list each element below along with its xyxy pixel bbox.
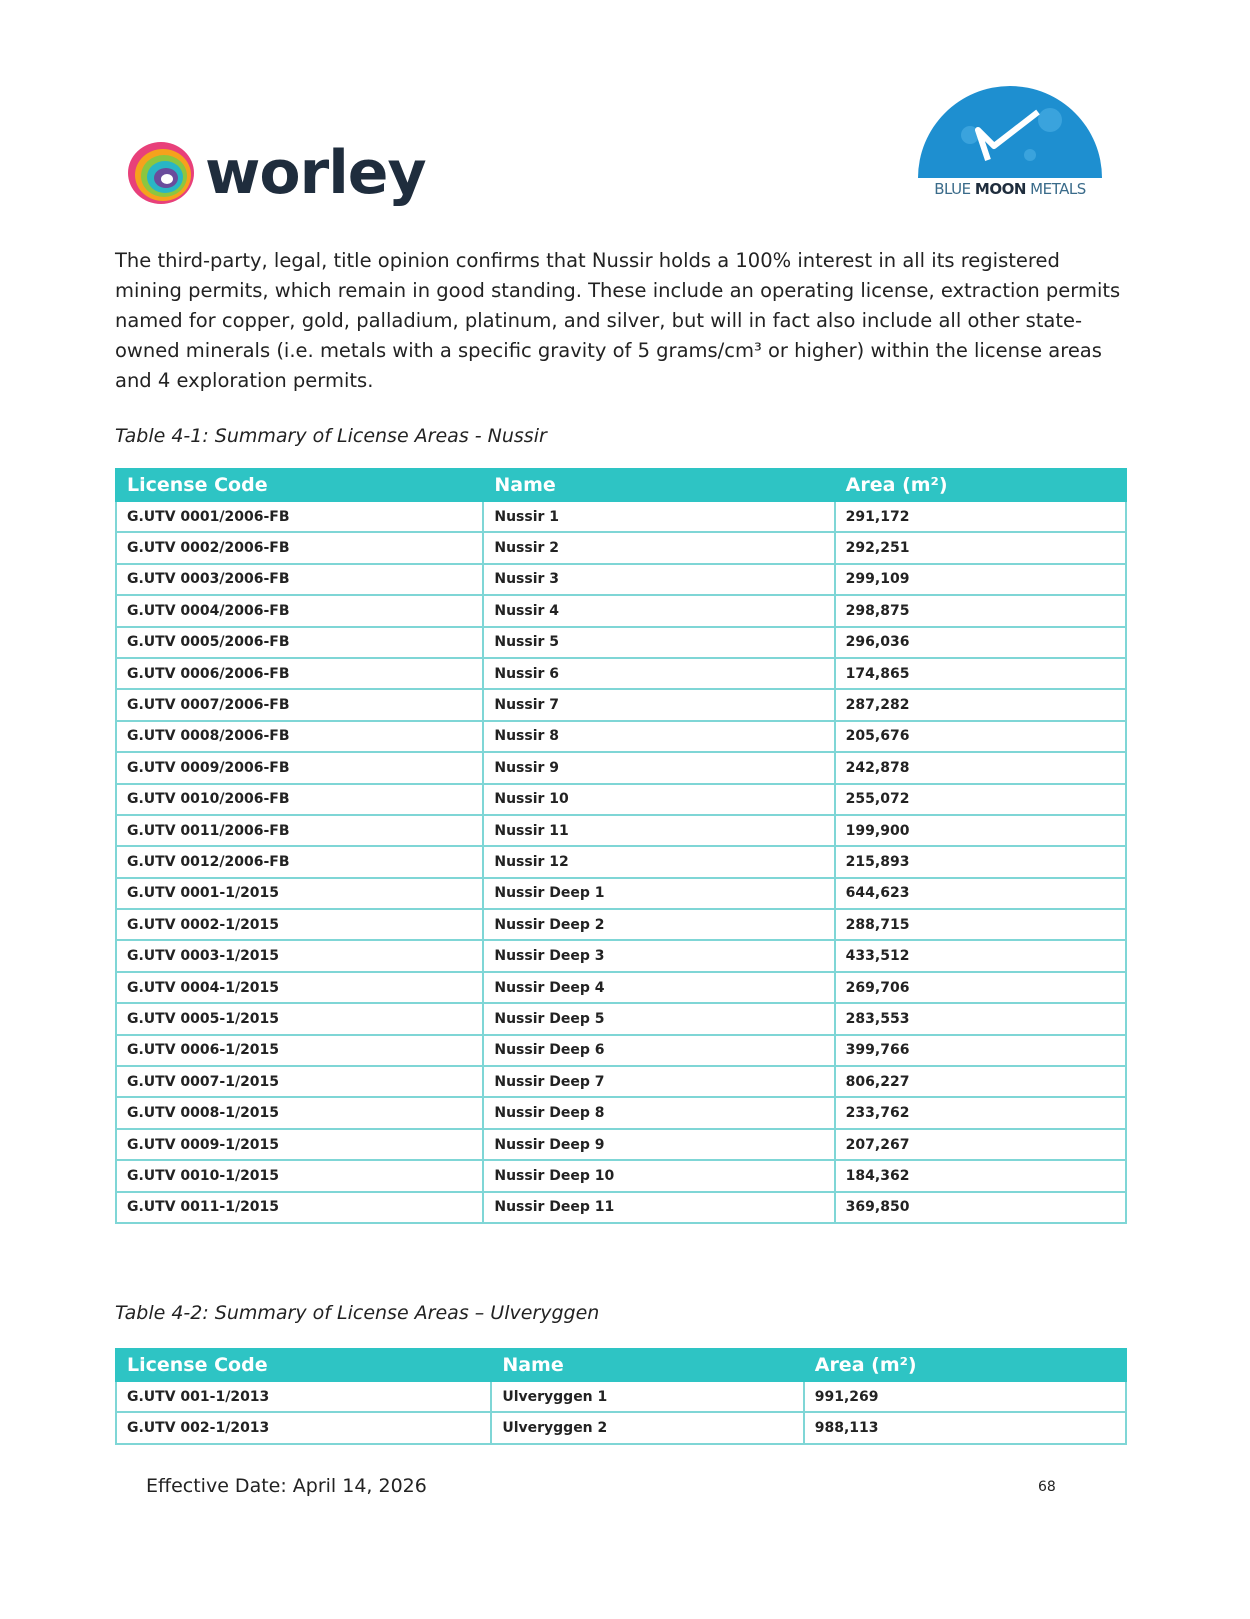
table-row	[116, 752, 1126, 783]
table-row	[116, 878, 1126, 909]
table-row	[116, 658, 1126, 689]
table-row	[116, 972, 1126, 1003]
name-cell: Ulveryggen 1	[491, 1381, 803, 1412]
area-cell: 296,036	[835, 627, 1126, 658]
area-cell: 255,072	[835, 784, 1126, 815]
column-header-area: Area (m²)	[804, 1349, 1126, 1381]
license-code-cell: G.UTV 001-1/2013	[116, 1381, 491, 1412]
name-cell: Nussir Deep 10	[483, 1160, 834, 1191]
name-cell: Nussir 3	[483, 564, 834, 595]
license-code-cell: G.UTV 0009-1/2015	[116, 1129, 483, 1160]
license-code-cell: G.UTV 0002-1/2015	[116, 909, 483, 940]
license-code-cell: G.UTV 0001-1/2015	[116, 878, 483, 909]
license-code-cell: G.UTV 0008-1/2015	[116, 1097, 483, 1128]
table-row	[116, 721, 1126, 752]
table-row	[116, 1192, 1126, 1223]
name-cell: Nussir 11	[483, 815, 834, 846]
area-cell: 644,623	[835, 878, 1126, 909]
area-cell: 287,282	[835, 689, 1126, 720]
table-2-caption: Table 4-2: Summary of License Areas – Ulveryggen	[115, 1302, 600, 1324]
area-cell: 288,715	[835, 909, 1126, 940]
name-cell: Ulveryggen 2	[491, 1412, 803, 1443]
table-row	[116, 1381, 1126, 1412]
name-cell: Nussir Deep 6	[483, 1035, 834, 1066]
license-code-cell: G.UTV 0010/2006-FB	[116, 784, 483, 815]
license-code-cell: G.UTV 0004/2006-FB	[116, 595, 483, 626]
page-number: 68	[1038, 1479, 1056, 1495]
license-code-cell: G.UTV 0006/2006-FB	[116, 658, 483, 689]
area-cell: 207,267	[835, 1129, 1126, 1160]
name-cell: Nussir Deep 7	[483, 1066, 834, 1097]
moon-icon	[910, 80, 1110, 180]
table-row	[116, 501, 1126, 532]
column-header-name: Name	[491, 1349, 803, 1381]
effective-date: Effective Date: April 14, 2026	[146, 1475, 427, 1497]
ulveryggen-license-table	[115, 1348, 1127, 1445]
area-cell: 369,850	[835, 1192, 1126, 1223]
area-cell: 205,676	[835, 721, 1126, 752]
table-row	[116, 784, 1126, 815]
name-cell: Nussir 2	[483, 532, 834, 563]
area-cell: 292,251	[835, 532, 1126, 563]
table-row	[116, 1412, 1126, 1443]
license-code-cell: G.UTV 0004-1/2015	[116, 972, 483, 1003]
table-row	[116, 689, 1126, 720]
license-code-cell: G.UTV 0007/2006-FB	[116, 689, 483, 720]
license-code-cell: G.UTV 0002/2006-FB	[116, 532, 483, 563]
name-cell: Nussir 5	[483, 627, 834, 658]
table-row	[116, 815, 1126, 846]
column-header-license-code: License Code	[116, 469, 483, 501]
table-row	[116, 846, 1126, 877]
license-code-cell: G.UTV 0007-1/2015	[116, 1066, 483, 1097]
table-row	[116, 909, 1126, 940]
license-code-cell: G.UTV 0008/2006-FB	[116, 721, 483, 752]
name-cell: Nussir 9	[483, 752, 834, 783]
area-cell: 184,362	[835, 1160, 1126, 1191]
name-cell: Nussir Deep 2	[483, 909, 834, 940]
license-code-cell: G.UTV 002-1/2013	[116, 1412, 491, 1443]
column-header-area: Area (m²)	[835, 469, 1126, 501]
worley-wordmark: worley	[205, 138, 426, 208]
area-cell: 399,766	[835, 1035, 1126, 1066]
table-header-row	[116, 469, 1126, 501]
area-cell: 233,762	[835, 1097, 1126, 1128]
table-row	[116, 627, 1126, 658]
license-code-cell: G.UTV 0010-1/2015	[116, 1160, 483, 1191]
license-code-cell: G.UTV 0011-1/2015	[116, 1192, 483, 1223]
table-row	[116, 595, 1126, 626]
area-cell: 283,553	[835, 1003, 1126, 1034]
name-cell: Nussir Deep 9	[483, 1129, 834, 1160]
area-cell: 991,269	[804, 1381, 1126, 1412]
column-header-name: Name	[483, 469, 834, 501]
name-cell: Nussir Deep 4	[483, 972, 834, 1003]
table-row	[116, 940, 1126, 971]
name-cell: Nussir 6	[483, 658, 834, 689]
area-cell: 242,878	[835, 752, 1126, 783]
name-cell: Nussir 12	[483, 846, 834, 877]
area-cell: 269,706	[835, 972, 1126, 1003]
license-code-cell: G.UTV 0005/2006-FB	[116, 627, 483, 658]
name-cell: Nussir 4	[483, 595, 834, 626]
worley-swirl-icon	[125, 137, 197, 209]
body-paragraph: The third-party, legal, title opinion confirms that Nussir holds a 100% interest in all its registered mining permits, which remain in good standing. These include an operating license, extraction permits named for copper, gold, palladium, platinum, and silver, but will in fact also include all other state-owned minerals (i.e. metals with a specific gravity of 5 grams/cm³ or higher) within the license areas and 4 exploration permits.	[115, 249, 1121, 392]
license-code-cell: G.UTV 0006-1/2015	[116, 1035, 483, 1066]
area-cell: 199,900	[835, 815, 1126, 846]
license-code-cell: G.UTV 0003/2006-FB	[116, 564, 483, 595]
name-cell: Nussir Deep 3	[483, 940, 834, 971]
area-cell: 291,172	[835, 501, 1126, 532]
license-code-cell: G.UTV 0012/2006-FB	[116, 846, 483, 877]
table-1-caption: Table 4-1: Summary of License Areas - Nussir	[115, 425, 547, 447]
blue-moon-metals-logo	[910, 80, 1110, 205]
name-cell: Nussir Deep 1	[483, 878, 834, 909]
area-cell: 299,109	[835, 564, 1126, 595]
blue-moon-metals-wordmark: BLUE MOON METALS	[934, 180, 1086, 198]
license-code-cell: G.UTV 0001/2006-FB	[116, 501, 483, 532]
license-code-cell: G.UTV 0005-1/2015	[116, 1003, 483, 1034]
area-cell: 215,893	[835, 846, 1126, 877]
license-code-cell: G.UTV 0003-1/2015	[116, 940, 483, 971]
area-cell: 806,227	[835, 1066, 1126, 1097]
name-cell: Nussir 7	[483, 689, 834, 720]
table-row	[116, 1066, 1126, 1097]
name-cell: Nussir Deep 8	[483, 1097, 834, 1128]
name-cell: Nussir 10	[483, 784, 834, 815]
area-cell: 298,875	[835, 595, 1126, 626]
name-cell: Nussir 1	[483, 501, 834, 532]
table-row	[116, 1160, 1126, 1191]
table-row	[116, 564, 1126, 595]
nussir-license-table	[115, 468, 1127, 1224]
name-cell: Nussir Deep 11	[483, 1192, 834, 1223]
area-cell: 988,113	[804, 1412, 1126, 1443]
table-row	[116, 1035, 1126, 1066]
name-cell: Nussir 8	[483, 721, 834, 752]
area-cell: 174,865	[835, 658, 1126, 689]
worley-logo	[125, 137, 426, 209]
table-row	[116, 1097, 1126, 1128]
column-header-license-code: License Code	[116, 1349, 491, 1381]
table-row	[116, 1003, 1126, 1034]
table-header-row	[116, 1349, 1126, 1381]
table-row	[116, 1129, 1126, 1160]
license-code-cell: G.UTV 0009/2006-FB	[116, 752, 483, 783]
license-code-cell: G.UTV 0011/2006-FB	[116, 815, 483, 846]
name-cell: Nussir Deep 5	[483, 1003, 834, 1034]
table-row	[116, 532, 1126, 563]
area-cell: 433,512	[835, 940, 1126, 971]
